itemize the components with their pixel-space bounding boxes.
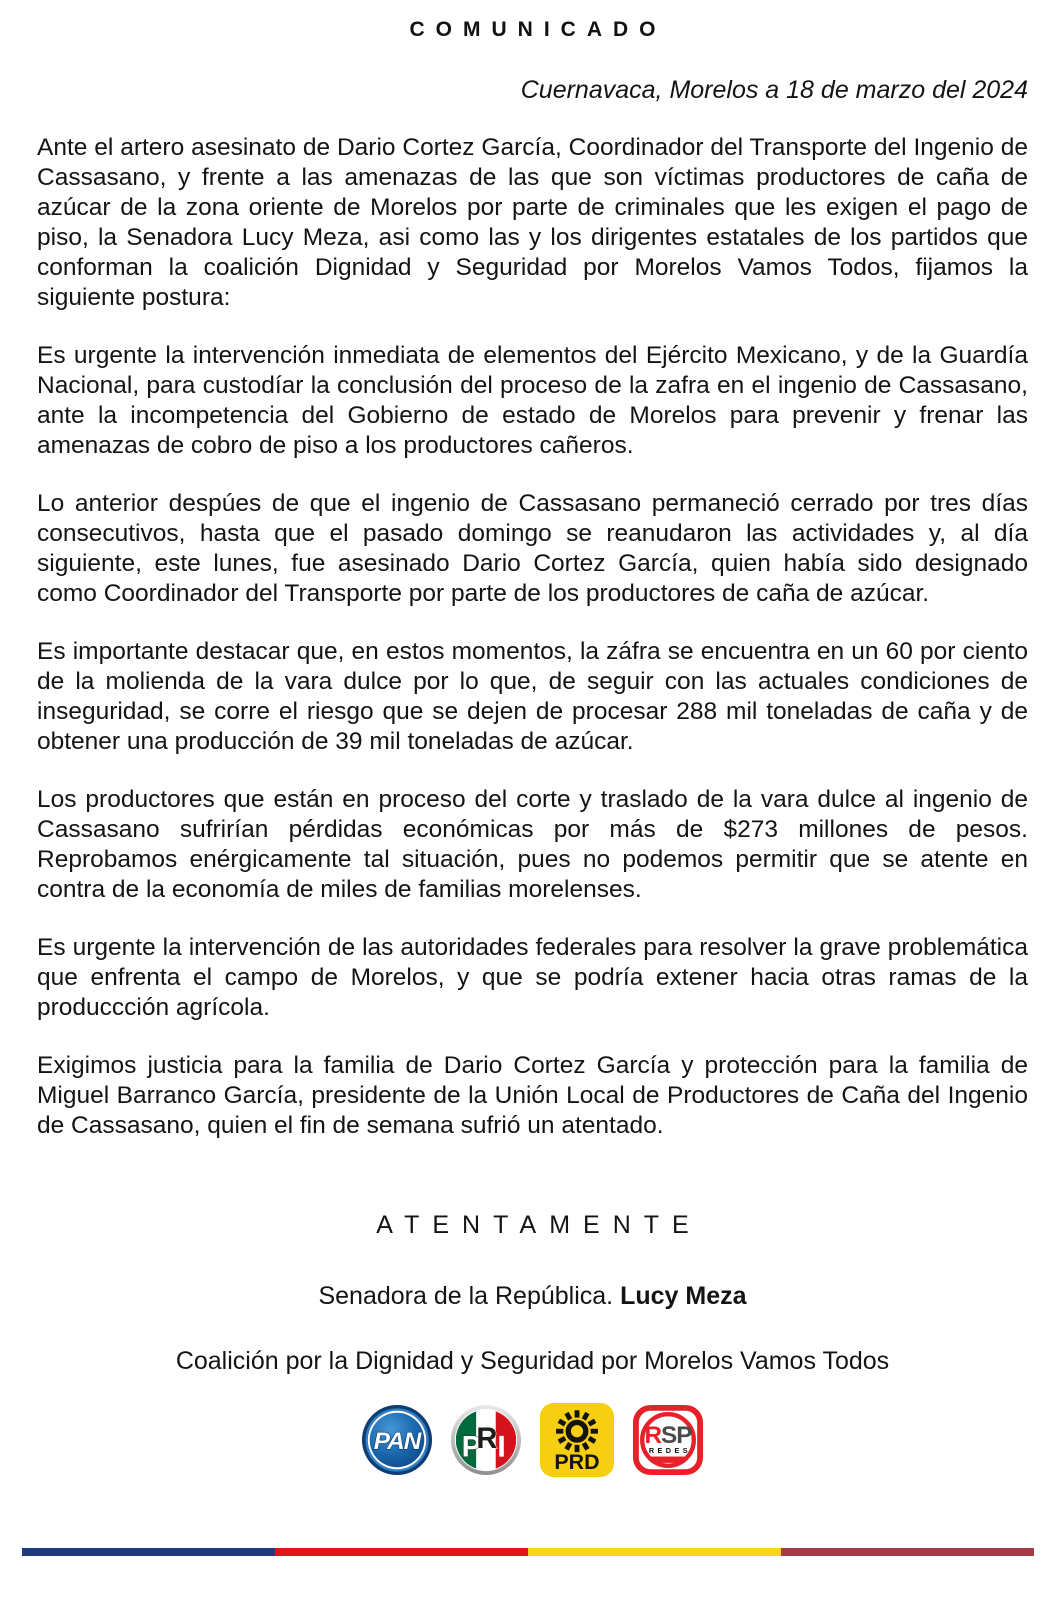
pri-party-logo-icon <box>450 1404 522 1476</box>
rsp-logo-letter-r: R <box>644 1421 662 1449</box>
body-paragraph: Es urgente la intervención de las autoridades federales para resolver la grave problemática que enfrenta el campo de Morelos, y que se podría extener hacia otras ramas de la produccción agrícola. <box>37 934 1028 1021</box>
pri-logo-letter-r: R <box>476 1422 498 1455</box>
dateline: Cuernavaca, Morelos a 18 de marzo del 2024 <box>520 76 1028 104</box>
signature-line <box>37 1282 1028 1311</box>
footer-bar-segment-blue <box>22 1548 275 1556</box>
pan-logo-text: PAN <box>373 1428 421 1456</box>
body-paragraph: Ante el artero asesinato de Dario Cortez García, Coordinador del Transporte del Ingenio de Cassasano, y frente a las amenazas de las que son víctimas productores de caña de azúcar de la zona oriente de Morelos por parte de criminales que les exigen el pago de piso, la Senadora Lucy Meza, asi como las y los dirigentes estatales de los partidos que conforman la coalición Dignidad y Seguridad por Morelos Vamos Todos, fijamos la siguiente postura: <box>37 134 1028 311</box>
prd-logo-text: PRD <box>554 1450 600 1475</box>
body-paragraph: Lo anterior despúes de que el ingenio de Cassasano permaneció cerrado por tres días consecutivos, hasta que el pasado domingo se reanudaron las actividades y, al día siguiente, este lunes, fue asesinado Dario Cortez García, quien había sido designado como Coordinador del Transporte por parte de los productores de caña de azúcar. <box>37 490 1028 607</box>
party-logos-row <box>37 1402 1028 1478</box>
body-paragraph: Es importante destacar que, en estos momentos, la záfra se encuentra en un 60 por ciento de la molienda de la vara dulce por lo que, de seguir con las actuales condiciones de inseguridad, se corre el riesgo que se dejen de procesar 288 mil toneladas de caña y de obtener una producción de 39 mil toneladas de azúcar. <box>37 638 1028 755</box>
body-paragraph: Es urgente la intervención inmediata de elementos del Ejército Mexicano, y de la Guardía Nacional, para custodíar la conclusión del proceso de la zafra en el ingenio de Cassasano, ante la incompetencia del Gobierno de estado de Morelos para prevenir y frenar las amenazas de cobro de piso a los productores cañeros. <box>37 342 1028 459</box>
pri-logo-letter-i: I <box>497 1431 506 1464</box>
document-body <box>37 133 1028 1141</box>
signature-name: Lucy Meza <box>620 1282 747 1310</box>
rsp-logo-banner <box>651 1457 684 1463</box>
footer-bar-segment-red <box>275 1548 528 1556</box>
svg-text:RSP <box>644 1422 692 1449</box>
prd-party-logo-icon <box>539 1402 615 1478</box>
rsp-logo-letters-sp: SP <box>661 1421 692 1449</box>
rsp-logo-subtitle: REDES <box>648 1446 692 1456</box>
pri-logo-letter-p: P <box>461 1431 482 1464</box>
coalition-line: Coalición por la Dignidad y Seguridad por Morelos Vamos Todos <box>175 1347 890 1375</box>
pan-party-logo-icon <box>361 1404 433 1476</box>
salutation: ATENTAMENTE <box>376 1211 702 1239</box>
rsp-party-logo-icon <box>632 1404 704 1476</box>
signature-title: Senadora de la República. <box>318 1282 621 1310</box>
footer-bar-segment-maroon <box>781 1548 1034 1556</box>
body-paragraph: Los productores que están en proceso del corte y traslado de la vara dulce al ingenio de Cassasano sufrirían pérdidas económicas por más de $273 millones de pesos. Reprobamos enérgicamente tal situación, pues no podemos permitir que se atente en contra de la economía de miles de familias morelenses. <box>37 786 1028 903</box>
footer-bar-segment-yellow <box>528 1548 781 1556</box>
document-title: COMUNICADO <box>409 18 667 41</box>
body-paragraph: Exigimos justicia para la familia de Dario Cortez García y protección para la familia de Miguel Barranco García, presidente de la Unión Local de Productores de Caña del Ingenio de Cassasano, quien el fin de semana sufrió un atentado. <box>37 1052 1028 1139</box>
footer-color-bar <box>22 1548 1034 1556</box>
